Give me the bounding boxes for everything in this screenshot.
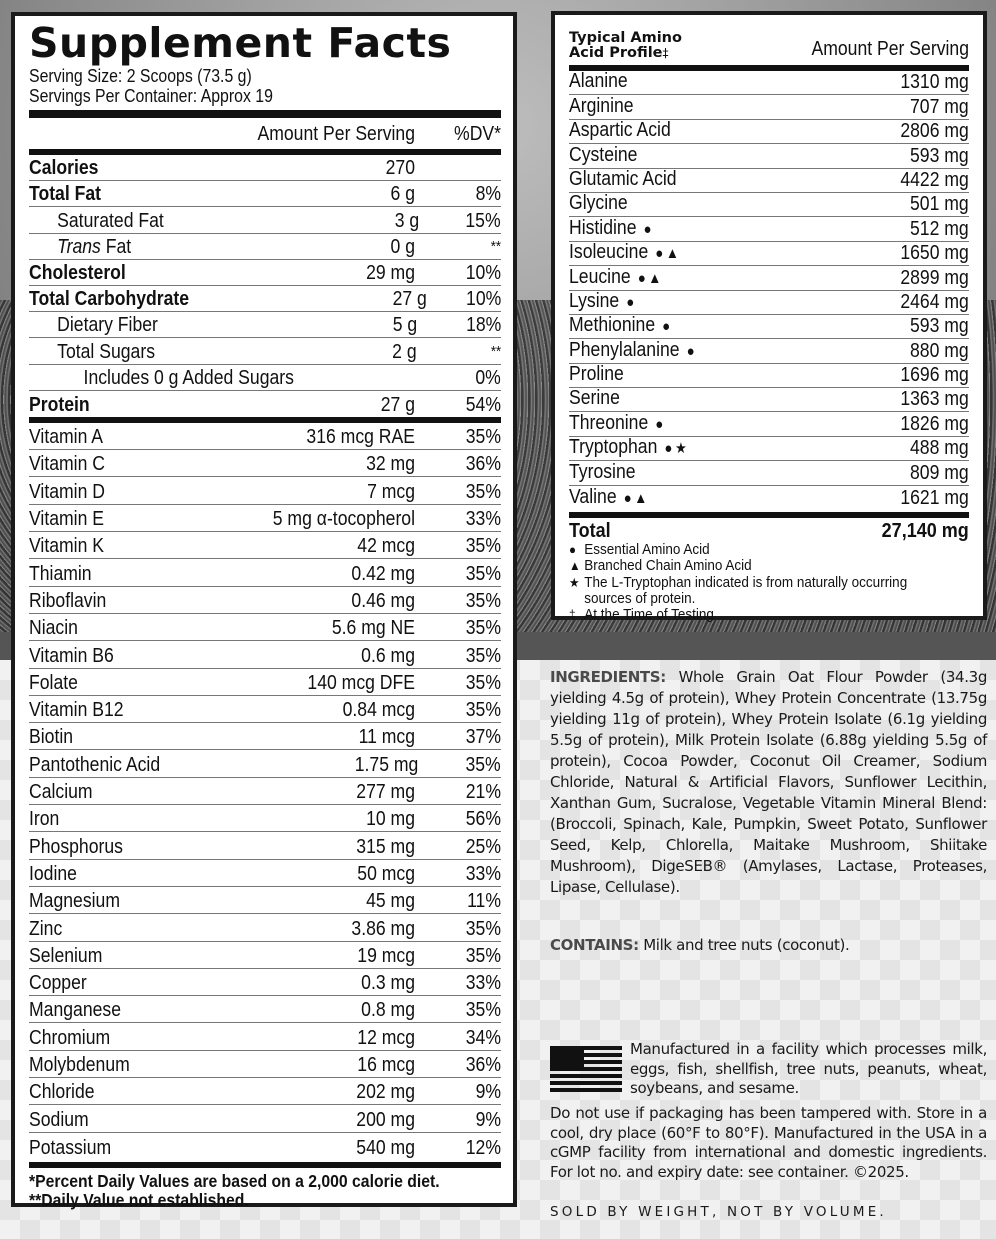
- amino-name-cell: [569, 119, 852, 143]
- amino-marker-icon: ●▲: [655, 245, 682, 263]
- vitamin-mineral-row: [29, 477, 501, 504]
- amino-marker-icon: [637, 148, 644, 165]
- amino-row: [569, 242, 969, 266]
- nutrient-name: Iodine: [29, 862, 77, 885]
- amino-amount: 1826 mg: [900, 412, 969, 435]
- amino-row: [569, 412, 969, 436]
- nutrient-row: [29, 207, 501, 233]
- amino-name-cell: [569, 168, 852, 192]
- star-icon: ★: [569, 574, 580, 590]
- vitamin-mineral-row: [29, 750, 501, 777]
- amino-amount: 1363 mg: [900, 388, 969, 411]
- nutrient-amount: 27 g: [380, 393, 415, 416]
- nutrient-name: Total Carbohydrate: [29, 288, 190, 311]
- dv-header: %DV*: [454, 123, 501, 145]
- amino-name-cell: [569, 217, 862, 241]
- nutrient-name: Thiamin: [29, 562, 92, 585]
- triangle-icon: ▲: [569, 558, 581, 574]
- nutrient-name: Zinc: [29, 917, 63, 940]
- nutrient-amount: 19 mcg: [357, 944, 415, 967]
- amino-name: Leucine: [569, 265, 631, 288]
- amino-name: Cysteine: [569, 143, 638, 166]
- storage-warning: Do not use if packaging has been tampered with. Store in a cool, dry place (60°F to 80°F). Manufactured in the USA in a cGMP facility from international and domestic ingredients. For lot no. and expiry date: see container. ©2025.: [550, 1104, 987, 1181]
- amino-row: [569, 291, 969, 315]
- contains-label: CONTAINS:: [550, 936, 639, 954]
- double-dagger-icon: ‡: [662, 46, 669, 60]
- vitamin-mineral-row: [29, 942, 501, 969]
- footnotes: [29, 1168, 454, 1210]
- amino-name-cell: [569, 363, 852, 387]
- nutrient-dv: 10%: [465, 261, 501, 284]
- amount-header: Amount Per Serving: [257, 123, 415, 145]
- nutrient-dv: 33%: [465, 862, 501, 885]
- amino-marker-icon: ●: [626, 293, 637, 311]
- nutrient-dv: 35%: [465, 562, 501, 585]
- vitamin-mineral-row: [29, 805, 501, 832]
- nutrient-amount: 3 g: [394, 209, 420, 232]
- nutrient-dv: 21%: [465, 781, 501, 804]
- nutrient-name: Molybdenum: [29, 1054, 130, 1076]
- nutrient-dv: 33%: [465, 972, 501, 995]
- amino-name: Methionine: [569, 314, 656, 337]
- nutrient-dv: 10%: [465, 288, 501, 311]
- nutrient-dv: 54%: [465, 393, 501, 416]
- amino-amount: 880 mg: [910, 339, 969, 362]
- legend-item: [569, 558, 929, 574]
- amino-name-cell: [569, 192, 862, 216]
- nutrient-row: [29, 365, 501, 391]
- nutrient-amount: 0.3 mg: [361, 972, 415, 995]
- amino-name: Tryptophan: [569, 436, 658, 459]
- total-label: Total: [569, 520, 611, 543]
- nutrient-amount: 5 g: [393, 314, 418, 337]
- amino-name-cell: [569, 486, 852, 510]
- nutrient-amount: 32 mg: [366, 453, 415, 476]
- vitamin-mineral-row: [29, 996, 501, 1023]
- nutrient-dv: 34%: [465, 1026, 501, 1049]
- nutrient-dv: 15%: [465, 209, 501, 232]
- nutrient-name: Calories: [29, 157, 99, 180]
- nutrient-dv: 11%: [467, 890, 501, 913]
- amino-row: [569, 461, 969, 485]
- amino-title: [569, 31, 790, 61]
- vitamin-mineral-row: [29, 860, 501, 887]
- nutrient-dv: 35%: [465, 999, 501, 1022]
- nutrient-name: Includes 0 g Added Sugars: [83, 366, 294, 389]
- vitamin-mineral-row: [29, 914, 501, 941]
- divider-thick: [29, 110, 501, 118]
- nutrient-name: Iron: [29, 808, 60, 831]
- amino-row: [569, 388, 969, 412]
- amino-title-line2: Acid Profile: [569, 45, 663, 61]
- nutrient-dv: 35%: [465, 617, 501, 640]
- amino-name-cell: [569, 70, 852, 94]
- amino-name: Glutamic Acid: [569, 167, 677, 190]
- nutrient-name: Selenium: [29, 944, 103, 967]
- amino-acid-panel: [551, 11, 987, 624]
- amino-rows: [569, 71, 969, 510]
- amino-row: [569, 144, 969, 168]
- nutrient-name: Riboflavin: [29, 589, 107, 612]
- nutrient-name: Total Fat: [29, 183, 102, 206]
- amino-amount: 488 mg: [910, 437, 969, 460]
- amino-row: [569, 193, 969, 217]
- amino-header: [569, 21, 969, 61]
- nutrient-dv: 25%: [465, 835, 501, 858]
- nutrient-name: Vitamin D: [29, 480, 105, 503]
- vitamin-mineral-row: [29, 614, 501, 641]
- nutrient-name: Protein: [29, 393, 90, 416]
- amino-marker-icon: [677, 172, 684, 189]
- amino-marker-icon: ●: [643, 220, 655, 238]
- nutrient-amount: 202 mg: [356, 1081, 415, 1104]
- amino-amount: 4422 mg: [900, 168, 969, 191]
- nutrient-name: Vitamin E: [29, 508, 105, 531]
- amino-name-cell: [569, 412, 852, 436]
- amino-amount: 809 mg: [910, 461, 969, 484]
- amino-name-cell: [569, 461, 862, 485]
- nutrient-row: [29, 338, 501, 364]
- servings-per-container: Servings Per Container: Approx 19: [29, 86, 273, 106]
- amino-name-cell: [569, 314, 862, 338]
- nutrient-amount: 11 mcg: [358, 726, 415, 749]
- vitamin-mineral-row: [29, 1051, 501, 1078]
- vitamin-mineral-row: [29, 887, 501, 914]
- nutrient-amount: 2 g: [392, 340, 417, 363]
- amino-amount: 707 mg: [910, 95, 969, 118]
- amino-amount: 593 mg: [910, 144, 969, 167]
- nutrient-amount: 200 mg: [356, 1108, 415, 1131]
- amino-row: [569, 217, 969, 241]
- legend-text: The L-Tryptophan indicated is from naturally occurring sources of protein.: [584, 573, 908, 607]
- amino-amount: 2464 mg: [900, 290, 969, 313]
- nutrient-name: Cholesterol: [29, 261, 126, 284]
- nutrient-amount: 27 g: [392, 288, 427, 311]
- amino-row: [569, 437, 969, 461]
- nutrient-amount: 270: [385, 157, 415, 180]
- amino-marker-icon: [671, 123, 678, 140]
- amino-marker-icon: ●: [662, 318, 673, 336]
- amino-marker-icon: ●★: [664, 440, 690, 458]
- vitamin-mineral-row: [29, 832, 501, 859]
- nutrient-name: Niacin: [29, 617, 78, 640]
- total-amount: 27,140 mg: [881, 520, 969, 543]
- facility-notice: [550, 1040, 987, 1099]
- amino-row: [569, 364, 969, 388]
- vitamin-mineral-row: [29, 1078, 501, 1105]
- amino-name-cell: [569, 339, 862, 363]
- nutrient-name: Pantothenic Acid: [29, 753, 161, 776]
- nutrient-amount: 45 mg: [366, 890, 415, 913]
- legend-item: [569, 542, 929, 558]
- legend-item: [569, 575, 929, 608]
- nutrient-dv: 35%: [465, 944, 501, 967]
- amino-row: [569, 95, 969, 119]
- amino-amount: 512 mg: [910, 217, 969, 240]
- sold-by-weight: SOLD BY WEIGHT, NOT BY VOLUME.: [550, 1204, 887, 1220]
- facility-text: Manufactured in a facility which processes milk, eggs, fish, shellfish, tree nuts, peanuts, wheat, soybeans, and sesame.: [630, 1040, 987, 1097]
- amino-row: [569, 339, 969, 363]
- amino-name: Valine: [569, 486, 617, 509]
- amino-name: Serine: [569, 387, 620, 410]
- amino-marker-icon: ●: [655, 415, 666, 433]
- facts-title: Supplement Facts: [29, 19, 452, 67]
- nutrient-dv: **: [490, 237, 501, 255]
- nutrient-dv: 12%: [465, 1136, 501, 1159]
- amino-name: Phenylalanine: [569, 338, 680, 361]
- footnote-dv: *Percent Daily Values are based on a 2,000 calorie diet.: [29, 1170, 440, 1191]
- amino-name: Aspartic Acid: [569, 119, 671, 142]
- amino-total: [569, 518, 969, 542]
- nutrient-dv: **: [490, 342, 501, 360]
- amino-amount: 1696 mg: [900, 364, 969, 387]
- legend-text: At the Time of Testing: [584, 606, 714, 624]
- amino-name: Tyrosine: [569, 460, 636, 483]
- nutrient-name: Magnesium: [29, 890, 120, 913]
- nutrient-amount: 12 mcg: [357, 1026, 415, 1049]
- vitamin-mineral-row: [29, 1133, 501, 1160]
- nutrient-name: Sodium: [29, 1108, 89, 1131]
- amino-amount-header: Amount Per Serving: [811, 38, 969, 60]
- vitamin-mineral-row: [29, 778, 501, 805]
- amino-name-cell: [569, 241, 852, 265]
- amino-name: Proline: [569, 363, 624, 386]
- amino-name-cell: [569, 95, 862, 119]
- nutrient-dv: 9%: [475, 1108, 501, 1131]
- amino-row: [569, 266, 969, 290]
- circle-icon: ●: [569, 542, 577, 558]
- amino-name: Histidine: [569, 216, 637, 239]
- amino-name: Isoleucine: [569, 241, 649, 264]
- nutrient-name: Calcium: [29, 781, 93, 804]
- amino-amount: 1650 mg: [900, 242, 969, 265]
- nutrient-dv: 37%: [465, 726, 501, 749]
- amino-name-cell: [569, 387, 852, 411]
- nutrient-name: Phosphorus: [29, 835, 123, 858]
- amino-name: Arginine: [569, 94, 634, 117]
- vitamin-mineral-row: [29, 587, 501, 614]
- nutrient-amount: 540 mg: [356, 1136, 415, 1159]
- nutrient-amount: 5 mg α-tocopherol: [272, 508, 415, 531]
- nutrient-row: [29, 181, 501, 207]
- micro-rows: [29, 423, 501, 1160]
- nutrient-dv: 35%: [465, 699, 501, 722]
- nutrient-row: [29, 155, 501, 181]
- nutrient-row: [29, 260, 501, 286]
- nutrient-dv: 35%: [465, 535, 501, 558]
- amino-row: [569, 71, 969, 95]
- vitamin-mineral-row: [29, 696, 501, 723]
- nutrient-row: [29, 286, 501, 312]
- amino-marker-icon: [620, 391, 627, 408]
- nutrient-dv: 56%: [465, 808, 501, 831]
- nutrient-dv: 35%: [465, 753, 501, 776]
- nutrient-amount: 6 g: [390, 183, 415, 206]
- ingredients: [550, 667, 987, 898]
- vitamin-mineral-row: [29, 669, 501, 696]
- amino-name: Alanine: [569, 70, 628, 93]
- amino-marker-icon: [628, 196, 635, 213]
- nutrient-dv: 36%: [465, 1054, 501, 1076]
- nutrient-amount: 1.75 mg: [354, 753, 419, 776]
- vitamin-mineral-row: [29, 1105, 501, 1132]
- amino-name: Lysine: [569, 289, 620, 312]
- ingredients-text: Whole Grain Oat Flour Powder (34.3g yielding 4.5g of protein), Whey Protein Concentrate (13.75g yielding 11g of protein), Whey Protein Isolate (6.1g yielding 5.5g of protein), Milk Protein Isolate (6.88g yielding 5.5g of protein), Cocoa Powder, Coconut Oil Creamer, Sodium Chloride, Natural & Artificial Flavors, Sunflower Lecithin, Xanthan Gum, Sucralose, Vegetable Vitamin Mineral Blend: (Broccoli, Spinach, Kale, Pumpkin, Sweet Potato, Sunflower Seed, Kelp, Chlorella, Maitake Mushroom, Shiitake Mushroom), DigeSEB® (Amylases, Lactase, Proteases, Lipase, Cellulase).: [550, 668, 987, 896]
- supplement-facts-panel: [11, 12, 517, 1210]
- nutrient-dv: 9%: [475, 1081, 501, 1104]
- nutrient-row: [29, 312, 501, 338]
- amino-row: [569, 486, 969, 510]
- nutrient-name: Vitamin C: [29, 453, 105, 476]
- nutrient-amount: 140 mcg DFE: [307, 671, 415, 694]
- nutrient-dv: 35%: [465, 589, 501, 612]
- nutrient-amount: 29 mg: [366, 261, 415, 284]
- nutrient-name: Vitamin K: [29, 535, 105, 558]
- vitamin-mineral-row: [29, 1023, 501, 1050]
- legend-text: Branched Chain Amino Acid: [584, 557, 752, 575]
- amino-name-cell: [569, 436, 862, 460]
- nutrient-dv: 18%: [465, 314, 501, 337]
- nutrient-amount: 0.6 mg: [361, 644, 415, 667]
- column-header: [29, 118, 501, 146]
- amino-row: [569, 169, 969, 193]
- nutrient-dv: 35%: [465, 426, 501, 449]
- nutrient-dv: 35%: [465, 480, 501, 503]
- vitamin-mineral-row: [29, 505, 501, 532]
- amino-name: Threonine: [569, 411, 649, 434]
- nutrient-amount: 5.6 mg NE: [331, 617, 415, 640]
- amino-marker-icon: ●▲: [623, 490, 650, 508]
- contains: [550, 935, 987, 956]
- nutrient-name: Chloride: [29, 1081, 95, 1104]
- amino-marker-icon: [634, 99, 641, 116]
- nutrient-name: Manganese: [29, 999, 121, 1022]
- nutrient-amount: 7 mcg: [367, 480, 415, 503]
- nutrient-row: [29, 234, 501, 260]
- nutrient-amount: 315 mg: [356, 835, 415, 858]
- macro-rows: [29, 155, 501, 417]
- nutrient-amount: 0.46 mg: [351, 589, 415, 612]
- nutrient-name: Vitamin A: [29, 426, 104, 449]
- nutrient-name: Vitamin B12: [29, 699, 124, 722]
- nutrient-dv: 35%: [465, 644, 501, 667]
- nutrient-amount: 10 mg: [366, 808, 415, 831]
- amino-amount: 2806 mg: [900, 120, 969, 143]
- amino-name-cell: [569, 266, 852, 290]
- nutrient-row: [29, 391, 501, 417]
- amino-name-cell: [569, 290, 852, 314]
- nutrient-amount: 0 g: [390, 235, 415, 258]
- amino-title-line1: Typical Amino: [569, 30, 682, 46]
- amino-marker-icon: ●: [686, 342, 698, 360]
- amino-row: [569, 120, 969, 144]
- double-dagger-icon: ‡: [569, 607, 576, 623]
- vitamin-mineral-row: [29, 559, 501, 586]
- nutrient-amount: 0.8 mg: [361, 999, 415, 1022]
- amino-marker-icon: [636, 465, 643, 482]
- vitamin-mineral-row: [29, 723, 501, 750]
- amino-amount: 501 mg: [910, 193, 969, 216]
- amino-row: [569, 315, 969, 339]
- nutrient-dv: 33%: [465, 508, 501, 531]
- nutrient-dv: 0%: [475, 366, 501, 389]
- nutrient-name: [29, 235, 149, 259]
- amino-name: Glycine: [569, 192, 628, 215]
- amino-amount: 1310 mg: [900, 71, 969, 94]
- nutrient-name: Vitamin B6: [29, 644, 114, 667]
- nutrient-amount: 0.42 mg: [351, 562, 415, 585]
- nutrient-dv: 35%: [465, 671, 501, 694]
- amino-amount: 2899 mg: [900, 266, 969, 289]
- amino-marker-icon: [624, 367, 631, 384]
- nutrient-amount: 3.86 mg: [351, 917, 415, 940]
- vitamin-mineral-row: [29, 641, 501, 668]
- ingredients-label: INGREDIENTS:: [550, 668, 666, 686]
- nutrient-dv: 36%: [465, 453, 501, 476]
- footnote-not-established: **Daily Value not established.: [29, 1189, 249, 1210]
- nutrient-name-italic: Trans: [57, 235, 101, 258]
- nutrient-amount: 316 mcg RAE: [306, 426, 415, 449]
- nutrient-dv: 8%: [475, 183, 501, 206]
- nutrient-name: Saturated Fat: [57, 209, 164, 232]
- legend-text: Essential Amino Acid: [584, 541, 710, 559]
- nutrient-name: Biotin: [29, 726, 74, 749]
- nutrient-amount: 16 mcg: [357, 1054, 415, 1076]
- amino-name-cell: [569, 144, 862, 168]
- nutrient-amount: 42 mcg: [357, 535, 415, 558]
- amino-amount: 1621 mg: [900, 487, 969, 510]
- amino-legend: [569, 542, 929, 623]
- contains-text: Milk and tree nuts (coconut).: [643, 936, 850, 954]
- nutrient-name: Folate: [29, 671, 78, 694]
- nutrient-name: Potassium: [29, 1136, 112, 1159]
- amino-marker-icon: [628, 74, 635, 91]
- nutrient-name-rest: Fat: [100, 235, 132, 258]
- legend-item: [569, 607, 929, 623]
- us-flag-icon: [550, 1046, 622, 1092]
- vitamin-mineral-row: [29, 969, 501, 996]
- nutrient-name: Dietary Fiber: [57, 314, 158, 337]
- nutrient-dv: 35%: [465, 917, 501, 940]
- nutrient-name: Total Sugars: [57, 340, 155, 363]
- nutrient-name: Copper: [29, 972, 87, 995]
- nutrient-amount: 277 mg: [356, 781, 415, 804]
- serving-size: Serving Size: 2 Scoops (73.5 g): [29, 66, 252, 86]
- amino-amount: 593 mg: [910, 315, 969, 338]
- vitamin-mineral-row: [29, 423, 501, 450]
- vitamin-mineral-row: [29, 532, 501, 559]
- nutrient-amount: 0.84 mcg: [342, 699, 415, 722]
- nutrient-amount: 50 mcg: [357, 862, 415, 885]
- amino-marker-icon: ●▲: [637, 269, 665, 287]
- vitamin-mineral-row: [29, 450, 501, 477]
- nutrient-name: Chromium: [29, 1026, 111, 1049]
